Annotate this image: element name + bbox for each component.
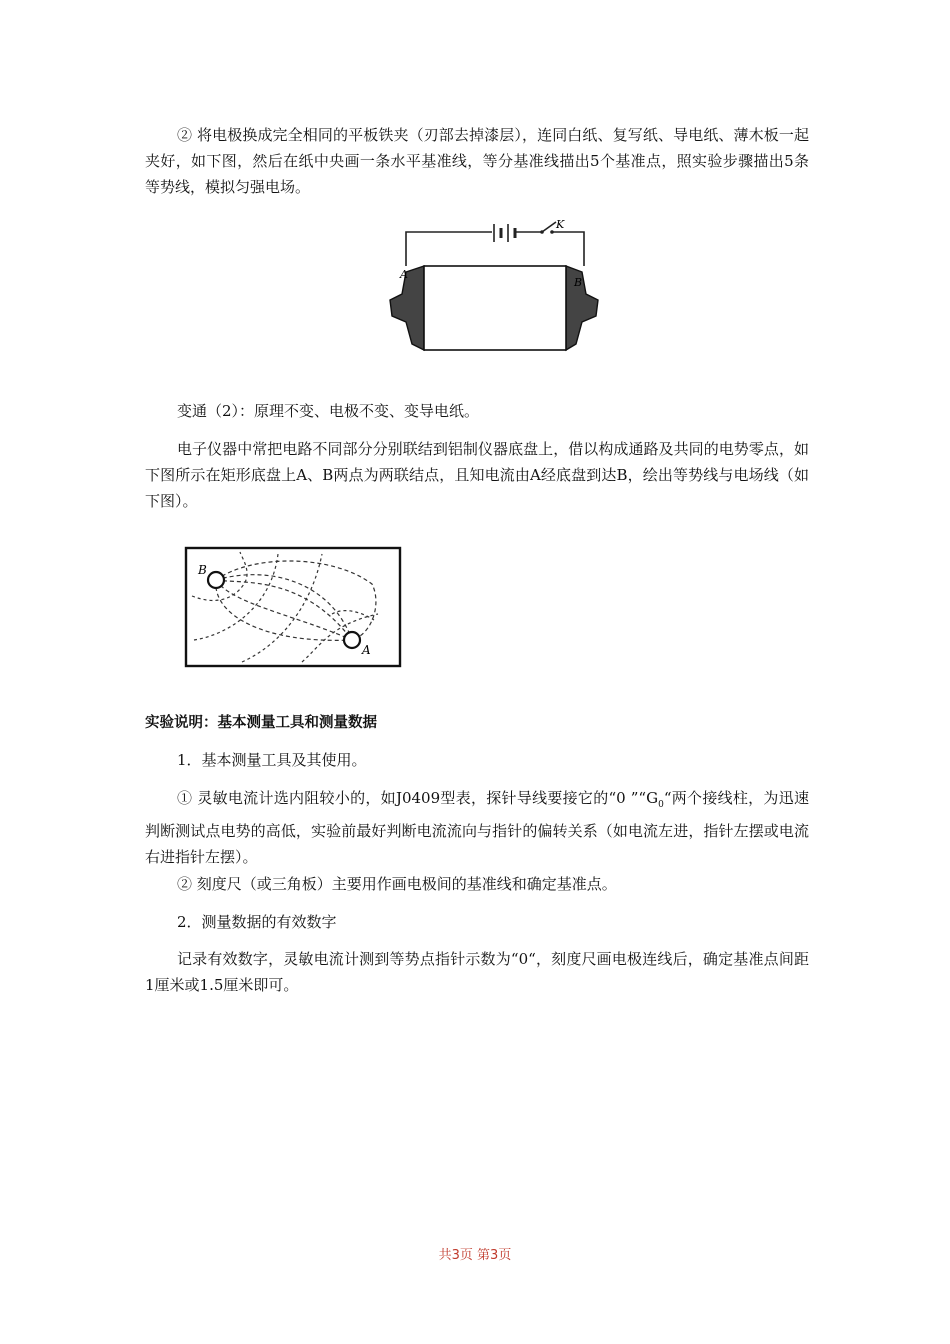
circuit-wire-top-left (406, 232, 542, 266)
figure-chassis-field (182, 544, 404, 670)
page-footer: 共3页 第3页 (438, 1248, 512, 1263)
paragraph-galvanometer (145, 785, 809, 870)
circuit-wire-top-right (552, 232, 584, 266)
paragraph-tools: 1．基本测量工具及其使用。 (177, 751, 367, 769)
paragraph-ruler: ② 刻度尺（或三角板）主要用作画电极间的基准线和确定基准点。 (177, 875, 617, 893)
paragraph-variant-2: 变通（2）：原理不变、电极不变、变导电纸。 (177, 402, 480, 420)
paragraph-sigfigs-title: 2．测量数据的有效数字 (177, 913, 337, 931)
battery-icon (494, 224, 515, 242)
label-b: B (574, 276, 583, 289)
label-a: A (362, 643, 371, 657)
conductive-paper (424, 266, 566, 350)
point-a-electrode (344, 632, 360, 648)
paragraph-chassis: 电子仪器中常把电路不同部分分别联结到铝制仪器底盘上，借以构成通路及共同的电势零点，如下图所示在矩形底盘上A、B两点为两联结点，且知电流由A经底盘到达B，绘出等势线与电场线（如下图）。 (145, 440, 809, 510)
label-a: A (400, 268, 408, 281)
galvanometer-text-a: ① 灵敏电流计选内阻较小的，如J0409型表，探针导线要接它的“0 ”“G (177, 789, 659, 807)
switch-icon (540, 222, 556, 234)
label-k: K (556, 218, 565, 231)
label-b: B (198, 563, 207, 577)
paragraph-sigfigs: 记录有效数字，灵敏电流计测到等势点指针示数为“0“，刻度尺画电极连线后，确定基准点间距1厘米或1.5厘米即可。 (145, 950, 809, 994)
galvanometer-subscript: 0 (658, 800, 664, 810)
figure-plate-electrodes (384, 214, 606, 360)
paragraph-plate-electrode: ② 将电极换成完全相同的平板铁夹（刃部去掉漆层），连同白纸、复写纸、导电纸、薄木板一起夹好，如下图，然后在纸中央画一条水平基准线，等分基准线描出5个基准点，照实验步骤描出5条等势线，模拟匀强电场。 (145, 126, 809, 196)
point-b-electrode (208, 572, 224, 588)
section-heading: 实验说明：基本测量工具和测量数据 (145, 715, 377, 731)
galvanometer-text-b: “两个接线柱，为迅速判断测试点电势的高低，实验前最好判断电流流向与指针的偏转关系（如电流左进，指针左摆或电流右进指针左摆）。 (145, 789, 809, 866)
